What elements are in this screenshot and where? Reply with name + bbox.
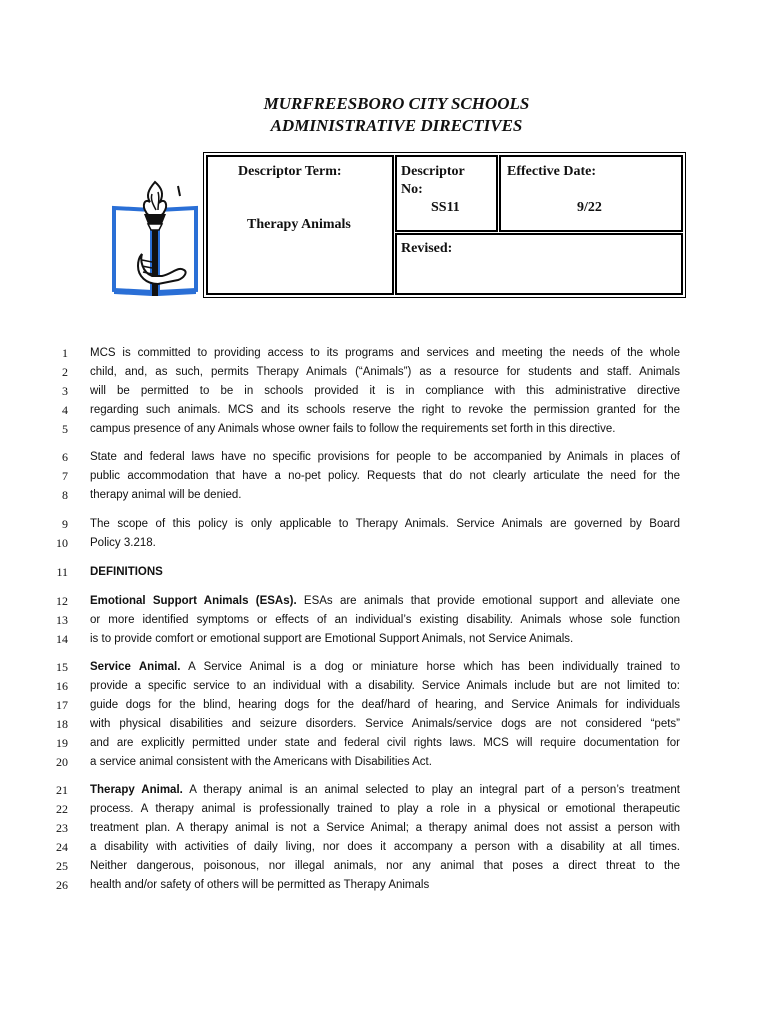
line-number: 2 xyxy=(62,365,68,379)
text-line: a disability with activities of daily living, nor does it accompany a person with a disability at all times. xyxy=(90,841,680,853)
line-number: 13 xyxy=(56,613,68,627)
descriptor-number-label-2: No: xyxy=(401,182,423,197)
service-animal-term: Service Animal. xyxy=(90,661,181,673)
line-number: 18 xyxy=(56,717,68,731)
text-line: The scope of this policy is only applicable to Therapy Animals. Service Animals are governed by Board xyxy=(90,518,680,530)
line-number: 15 xyxy=(56,660,68,674)
text-line xyxy=(90,658,680,677)
text-line: therapy animal will be denied. xyxy=(90,489,242,501)
line-number: 26 xyxy=(56,878,68,892)
torch-book-icon-graphic xyxy=(112,180,198,300)
line-number: 25 xyxy=(56,859,68,873)
revised-cell xyxy=(395,233,683,295)
esa-text: ESAs are animals that provide emotional support and alleviate one xyxy=(296,595,680,607)
text-line: public accommodation that have a no-pet policy. Requests that do not clearly articulate the need for the xyxy=(90,470,680,482)
text-line: process. A therapy animal is professionally trained to play a role in a physical or emotional therapeutic xyxy=(90,803,680,815)
effective-date-label: Effective Date: xyxy=(507,164,597,179)
descriptor-term-value: Therapy Animals xyxy=(247,217,351,232)
line-number: 17 xyxy=(56,698,68,712)
text-line: will be permitted to be in schools provided it is in compliance with this administrative directive xyxy=(90,385,680,397)
effective-date-value: 9/22 xyxy=(577,200,602,215)
line-number: 1 xyxy=(62,346,68,360)
line-number: 12 xyxy=(56,594,68,608)
text-line: child, and, as such, permits Therapy Animals (“Animals”) as a resource for students and staff. Animals xyxy=(90,366,680,378)
text-line: Policy 3.218. xyxy=(90,537,156,549)
esa-definition xyxy=(90,592,680,649)
descriptor-number-value: SS11 xyxy=(431,200,460,215)
scope-paragraph xyxy=(90,515,680,553)
line-number: 7 xyxy=(62,469,68,483)
service-animal-definition xyxy=(90,658,680,772)
descriptor-term-cell xyxy=(206,155,394,295)
text-line: health and/or safety of others will be permitted as Therapy Animals xyxy=(90,879,430,891)
descriptor-term-label: Descriptor Term: xyxy=(238,164,342,179)
text-line: a service animal consistent with the Americans with Disabilities Act. xyxy=(90,756,432,768)
line-number: 24 xyxy=(56,840,68,854)
line-number: 20 xyxy=(56,755,68,769)
text-line: or more identified symptoms or effects of an individual’s existing disability. Animals whose sole function xyxy=(90,614,680,626)
line-number: 22 xyxy=(56,802,68,816)
text-line: State and federal laws have no specific provisions for people to be accompanied by Animals in places of xyxy=(90,451,680,463)
therapy-animal-text: A therapy animal is an animal selected to play an integral part of a person’s treatment xyxy=(182,784,680,796)
descriptor-number-label-1: Descriptor xyxy=(401,164,465,179)
line-number: 23 xyxy=(56,821,68,835)
effective-date-cell xyxy=(499,155,683,232)
line-number: 4 xyxy=(62,403,68,417)
torch-book-icon xyxy=(112,180,198,300)
text-line: guide dogs for the blind, hearing dogs for the deaf/hard of hearing, and Service Animals for individuals xyxy=(90,699,680,711)
definitions-heading-text: DEFINITIONS xyxy=(90,566,163,578)
line-number: 3 xyxy=(62,384,68,398)
therapy-animal-term: Therapy Animal. xyxy=(90,784,183,796)
directives-title: ADMINISTRATIVE DIRECTIVES xyxy=(270,116,523,135)
line-number: 21 xyxy=(56,783,68,797)
revised-label: Revised: xyxy=(401,241,453,256)
service-animal-text: A Service Animal is a dog or miniature horse which has been individually trained to xyxy=(180,661,681,673)
text-line: and are explicitly permitted under state and federal civil rights laws. MCS will require documentation for xyxy=(90,737,680,749)
line-number: 5 xyxy=(62,422,68,436)
text-line: with physical disabilities and seizure disorders. Service Animals/service dogs are not considered “pets” xyxy=(90,718,680,730)
line-number: 8 xyxy=(62,488,68,502)
line-number: 19 xyxy=(56,736,68,750)
intro-paragraph xyxy=(90,344,680,439)
district-title: MURFREESBORO CITY SCHOOLS xyxy=(263,94,530,113)
descriptor-number-cell xyxy=(395,155,498,232)
line-number: 11 xyxy=(56,565,68,579)
laws-paragraph xyxy=(90,448,680,505)
text-line: provide a specific service to an individual with a disability. Service Animals include but are not limited to: xyxy=(90,680,680,692)
line-number: 16 xyxy=(56,679,68,693)
text-line: regarding such animals. MCS and its schools reserve the right to revoke the permission granted for the xyxy=(90,404,680,416)
text-line: MCS is committed to providing access to its programs and services and meeting the needs of the whole xyxy=(90,347,680,359)
text-line: is to provide comfort or emotional support are Emotional Support Animals, not Service Animals. xyxy=(90,633,574,645)
descriptor-table xyxy=(203,152,686,298)
text-line: campus presence of any Animals whose owner fails to follow the requirements set forth in this directive. xyxy=(90,423,616,435)
esa-term: Emotional Support Animals (ESAs). xyxy=(90,595,297,607)
therapy-animal-definition xyxy=(90,781,680,895)
line-number: 6 xyxy=(62,450,68,464)
text-line xyxy=(90,781,680,800)
definitions-heading xyxy=(90,563,680,582)
line-number: 9 xyxy=(62,517,68,531)
line-number: 14 xyxy=(56,632,68,646)
text-line xyxy=(90,592,680,611)
text-line: treatment plan. A therapy animal is not a Service Animal; a therapy animal does not assist a person with xyxy=(90,822,680,834)
line-number: 10 xyxy=(56,536,68,550)
text-line: Neither dangerous, poisonous, nor illegal animals, nor any animal that poses a direct threat to the xyxy=(90,860,680,872)
